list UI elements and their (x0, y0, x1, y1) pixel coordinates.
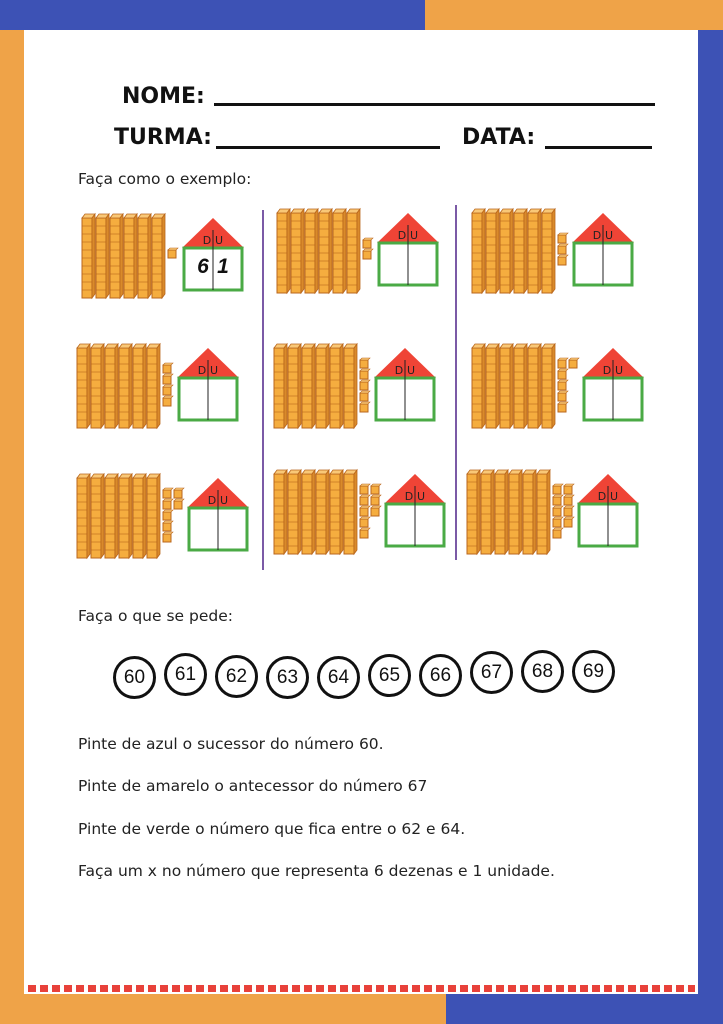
number-circle-69[interactable]: 69 (572, 650, 615, 693)
ten-rod (119, 344, 132, 428)
number-circle-62[interactable]: 62 (215, 655, 258, 698)
tens-answer-box[interactable] (389, 507, 413, 543)
ten-rod (277, 209, 290, 293)
tens-label: D (394, 364, 404, 377)
unit-cube (163, 374, 173, 384)
frame-bottom-blue (446, 994, 723, 1024)
ten-rod (124, 214, 137, 298)
ten-rod (330, 344, 343, 428)
unit-cube (163, 363, 173, 373)
tens-label: D (602, 364, 612, 377)
tens-answer-box[interactable] (192, 511, 216, 547)
units-label: U (416, 490, 426, 503)
unit-cube (360, 380, 370, 390)
units-answer-box[interactable] (220, 511, 244, 547)
place-value-house (374, 348, 436, 420)
units-answer-box[interactable] (417, 507, 441, 543)
unit-cube (558, 255, 568, 265)
units-label: U (614, 364, 624, 377)
ten-rod (316, 344, 329, 428)
unit-cube (558, 244, 568, 254)
unit-cube (564, 517, 574, 527)
ten-rod (486, 344, 499, 428)
unit-cube (564, 495, 574, 505)
tens-answer-box[interactable] (577, 246, 601, 282)
units-answer-box[interactable] (210, 381, 234, 417)
number-circle-68[interactable]: 68 (521, 650, 564, 693)
unit-cube (569, 358, 579, 368)
ten-rod (133, 344, 146, 428)
unit-cube (363, 238, 373, 248)
unit-cube (360, 484, 370, 494)
number-circle-67[interactable]: 67 (470, 651, 513, 694)
ten-rod (472, 344, 485, 428)
number-circle-65[interactable]: 65 (368, 654, 411, 697)
unit-cube (558, 358, 568, 368)
ten-rod (96, 214, 109, 298)
ten-rod (523, 470, 536, 554)
unit-cube (558, 380, 568, 390)
ten-rod (91, 344, 104, 428)
ten-rod (105, 344, 118, 428)
ten-rod (542, 209, 555, 293)
exercise-6 (470, 340, 655, 444)
ten-rod (514, 344, 527, 428)
ten-rod (77, 474, 90, 558)
ten-rod (333, 209, 346, 293)
decorative-dashed-border (28, 985, 695, 992)
frame-top-blue (0, 0, 425, 30)
ten-rod (274, 470, 287, 554)
units-label: U (409, 229, 419, 242)
date-label: DATA: (462, 125, 536, 150)
ten-rod (302, 470, 315, 554)
unit-cube (360, 391, 370, 401)
unit-cube (360, 358, 370, 368)
unit-cube (168, 248, 178, 258)
unit-cube (564, 484, 574, 494)
ten-rod (305, 209, 318, 293)
units-answer-box[interactable] (407, 381, 431, 417)
unit-cube (360, 517, 370, 527)
exercise-2 (275, 205, 460, 309)
exercise-3 (470, 205, 655, 309)
unit-cube (163, 510, 173, 520)
unit-cube (360, 495, 370, 505)
ten-rod (91, 474, 104, 558)
task-2: Pinte de amarelo o antecessor do número 67 (78, 777, 428, 795)
unit-cube (360, 506, 370, 516)
unit-cube (553, 517, 563, 527)
frame-top-orange (425, 0, 723, 30)
unit-cube (163, 385, 173, 395)
ten-rod (319, 209, 332, 293)
tens-label: D (592, 229, 602, 242)
number-circle-61[interactable]: 61 (164, 653, 207, 696)
unit-cube (174, 488, 184, 498)
tens-label: D (597, 490, 607, 503)
place-value-house (577, 474, 639, 546)
frame-left-orange (0, 30, 24, 1024)
task-4: Faça um x no número que representa 6 dezenas e 1 unidade. (78, 862, 555, 880)
units-answer-box[interactable] (615, 381, 639, 417)
ten-rod (542, 344, 555, 428)
place-value-house (177, 348, 239, 420)
tens-answer-box[interactable] (379, 381, 403, 417)
tens-label: D (397, 229, 407, 242)
exercise-7 (75, 470, 260, 574)
ten-rod (514, 209, 527, 293)
units-label: U (406, 364, 416, 377)
units-answer-box[interactable] (610, 507, 634, 543)
exercise-4 (75, 340, 260, 444)
exercise-8 (272, 466, 457, 570)
ten-rod (467, 470, 480, 554)
units-label: U (609, 490, 619, 503)
units-label: U (209, 364, 219, 377)
tens-digit: 6 (197, 255, 209, 278)
place-value-house (182, 218, 244, 290)
ten-rod (500, 209, 513, 293)
ten-rod (133, 474, 146, 558)
unit-cube (360, 528, 370, 538)
unit-cube (360, 369, 370, 379)
ten-rod (110, 214, 123, 298)
ten-rod (472, 209, 485, 293)
unit-cube (558, 402, 568, 412)
ten-rod (344, 344, 357, 428)
ten-rod (495, 470, 508, 554)
unit-cube (163, 488, 173, 498)
unit-cube (174, 499, 184, 509)
unit-cube (371, 495, 381, 505)
date-field-line[interactable] (545, 146, 652, 149)
ten-rod (105, 474, 118, 558)
ten-rod (347, 209, 360, 293)
units-answer-box[interactable] (605, 246, 629, 282)
unit-cube (163, 521, 173, 531)
class-label: TURMA: (114, 125, 212, 150)
ten-rod (291, 209, 304, 293)
ten-rod (316, 470, 329, 554)
class-field-line[interactable] (216, 146, 440, 149)
units-answer-box[interactable] (410, 246, 434, 282)
tens-answer-box[interactable] (587, 381, 611, 417)
ten-rod (537, 470, 550, 554)
ten-rod (147, 344, 160, 428)
number-circle-60[interactable]: 60 (113, 656, 156, 699)
ten-rod (481, 470, 494, 554)
unit-cube (558, 233, 568, 243)
exercise-1 (80, 210, 265, 314)
unit-cube (558, 391, 568, 401)
ten-rod (288, 470, 301, 554)
unit-cube (360, 402, 370, 412)
exercise-5 (272, 340, 457, 444)
number-circle-64[interactable]: 64 (317, 656, 360, 699)
section1-instruction: Faça como o exemplo: (78, 170, 252, 188)
ten-rod (486, 209, 499, 293)
task-3: Pinte de verde o número que fica entre o 62 e 64. (78, 820, 466, 838)
unit-cube (163, 532, 173, 542)
tens-answer-box[interactable] (582, 507, 606, 543)
unit-cube (371, 506, 381, 516)
unit-cube (553, 528, 563, 538)
ten-rod (330, 470, 343, 554)
ten-rod (528, 344, 541, 428)
frame-right-blue (698, 30, 723, 994)
place-value-house (187, 478, 249, 550)
unit-cube (163, 396, 173, 406)
tens-label: D (197, 364, 207, 377)
ten-rod (274, 344, 287, 428)
units-label: U (219, 494, 229, 507)
number-circle-66[interactable]: 66 (419, 654, 462, 697)
ten-rod (509, 470, 522, 554)
name-label: NOME: (122, 84, 205, 109)
exercise-9 (465, 466, 650, 570)
place-value-house (582, 348, 644, 420)
section2-instruction: Faça o que se pede: (78, 607, 233, 625)
ten-rod (119, 474, 132, 558)
ten-rod (152, 214, 165, 298)
ten-rod (344, 470, 357, 554)
unit-cube (553, 495, 563, 505)
unit-cube (553, 506, 563, 516)
name-field-line[interactable] (214, 103, 655, 106)
tens-answer-box[interactable] (382, 246, 406, 282)
unit-cube (163, 499, 173, 509)
units-label: U (604, 229, 614, 242)
ten-rod (288, 344, 301, 428)
number-circle-63[interactable]: 63 (266, 656, 309, 699)
place-value-house (377, 213, 439, 285)
unit-cube (371, 484, 381, 494)
unit-cube (363, 249, 373, 259)
unit-cube (553, 484, 563, 494)
units-digit: 1 (217, 255, 229, 278)
ten-rod (500, 344, 513, 428)
ten-rod (147, 474, 160, 558)
frame-bottom-orange (0, 994, 446, 1024)
ten-rod (302, 344, 315, 428)
ten-rod (528, 209, 541, 293)
unit-cube (558, 369, 568, 379)
units-label: U (214, 234, 224, 247)
task-1: Pinte de azul o sucessor do número 60. (78, 735, 384, 753)
ten-rod (82, 214, 95, 298)
ten-rod (77, 344, 90, 428)
tens-label: D (202, 234, 212, 247)
unit-cube (564, 506, 574, 516)
tens-label: D (404, 490, 414, 503)
ten-rod (138, 214, 151, 298)
place-value-house (384, 474, 446, 546)
tens-label: D (207, 494, 217, 507)
place-value-house (572, 213, 634, 285)
tens-answer-box[interactable] (182, 381, 206, 417)
